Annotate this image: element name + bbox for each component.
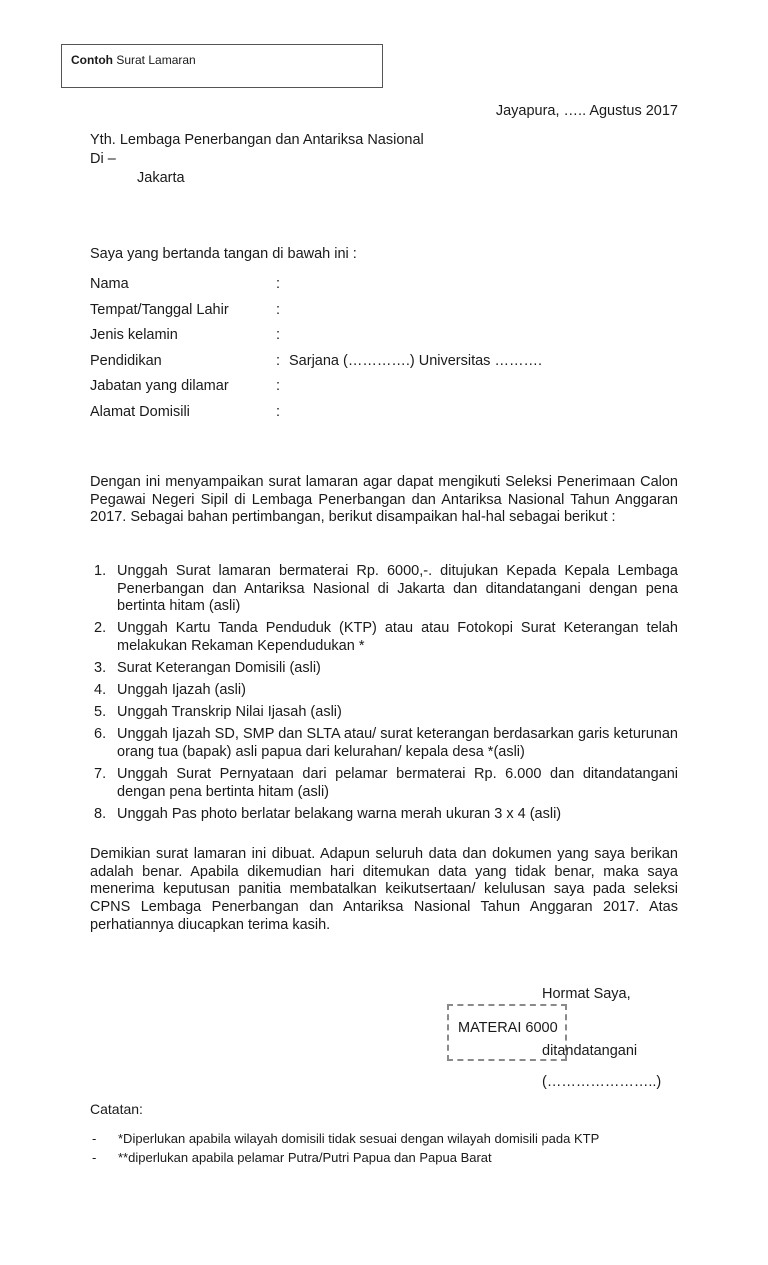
list-item [90,563,678,616]
item-text: Unggah Kartu Tanda Penduduk (KTP) atau atau Fotokopi Surat Keterangan telah melakukan Rekaman Kependudukan * [117,620,678,655]
field-colon: : [276,301,281,318]
notes-list [92,1130,599,1167]
list-item [90,704,678,722]
list-item [90,620,678,655]
field-value: Sarjana (………….) Universitas ………. [289,352,542,369]
list-item [90,660,678,678]
field-label: Alamat Domisili [90,403,190,420]
closing-paragraph: Demikian surat lamaran ini dibuat. Adapun seluruh data dan dokumen yang saya berikan adalah benar. Apabila dikemudian hari ditemukan data yang tidak benar, maka saya menerima keputusan panitia membatalkan keikutsertaan/ kelulusan saya pada seleksi CPNS Lembaga Penerbangan dan Antariksa Nasional Tahun Anggaran 2017. Atas perhatiannya diucapkan terima kasih. [90,846,678,933]
recipient-line-3: Jakarta [137,170,185,186]
letter-date: Jayapura, ….. Agustus 2017 [495,103,678,119]
field-label: Tempat/Tanggal Lahir [90,301,229,318]
list-item [90,726,678,761]
intro-line: Saya yang bertanda tangan di bawah ini : [90,246,357,262]
field-label: Jenis kelamin [90,327,178,343]
requirements-list [90,563,678,828]
closing-salutation: Hormat Saya, [542,986,631,1002]
note-text: *Diperlukan apabila wilayah domisili tidak sesuai dengan wilayah domisili pada KTP [118,1131,600,1146]
item-text: Unggah Pas photo berlatar belakang warna merah ukuran 3 x 4 (asli) [117,805,562,822]
item-text: Surat Keterangan Domisili (asli) [117,660,321,677]
recipient-address [90,131,424,188]
field-colon: : [276,276,281,292]
application-paragraph: Dengan ini menyampaikan surat lamaran agar dapat mengikuti Seleksi Penerimaan Calon Pegawai Negeri Sipil di Lembaga Penerbangan dan Antariksa Nasional Tahun Anggaran 2017. Sebagai bahan pertimbangan, berikut disampaikan hal-hal sebagai berikut : [90,474,678,526]
field-colon: : [276,327,281,343]
field-label: Jabatan yang dilamar [90,378,229,394]
item-number: 8. [94,805,107,822]
recipient-line-1: Yth. Lembaga Penerbangan dan Antariksa Nasional [90,132,424,148]
signatory-name: (…………………..) [542,1074,662,1090]
note-text: **diperlukan apabila pelamar Putra/Putri Papua dan Papua Barat [118,1149,492,1165]
item-number: 3. [94,660,107,677]
item-number: 7. [94,765,107,782]
item-number: 4. [94,682,107,699]
item-number: 5. [94,704,107,721]
item-text: Unggah Ijazah SD, SMP dan SLTA atau/ surat keterangan berdasarkan garis keturunan orang tua (bapak) asli papua dari kelurahan/ kepala desa *(asli) [117,726,678,760]
notes-title: Catatan: [90,1101,143,1117]
list-item [90,682,678,700]
item-text: Unggah Surat lamaran bermaterai Rp. 6000,-. ditujukan Kepada Kepala Lembaga Penerbangan dan Antariksa Nasional di Jakarta dan ditandatangani dengan pena bertinta hitam (asli) [117,563,678,615]
list-item [90,806,678,824]
signature-note: ditandatangani [542,1043,638,1059]
list-item [90,766,678,801]
item-number: 2. [94,620,107,637]
item-number: 6. [94,726,107,743]
label-text: Surat Lamaran [116,53,196,67]
list-item [92,1149,599,1168]
field-colon: : [276,352,281,369]
recipient-line-2: Di – [90,151,116,167]
dash-bullet: - [92,1149,97,1165]
field-colon: : [276,403,281,420]
sample-letter-label-box [61,44,383,88]
item-text: Unggah Transkrip Nilai Ijasah (asli) [117,704,342,721]
item-number: 1. [94,563,107,579]
stamp-placeholder: MATERAI 6000 [447,1004,567,1061]
dash-bullet: - [92,1131,97,1146]
field-colon: : [276,378,281,394]
field-label: Nama [90,276,129,292]
item-text: Unggah Surat Pernyataan dari pelamar bermaterai Rp. 6.000 dan ditandatangani dengan pena bertinta hitam (asli) [117,765,678,800]
list-item [92,1130,599,1149]
field-label: Pendidikan [90,352,162,369]
label-bold: Contoh [71,53,113,67]
item-text: Unggah Ijazah (asli) [117,682,246,699]
